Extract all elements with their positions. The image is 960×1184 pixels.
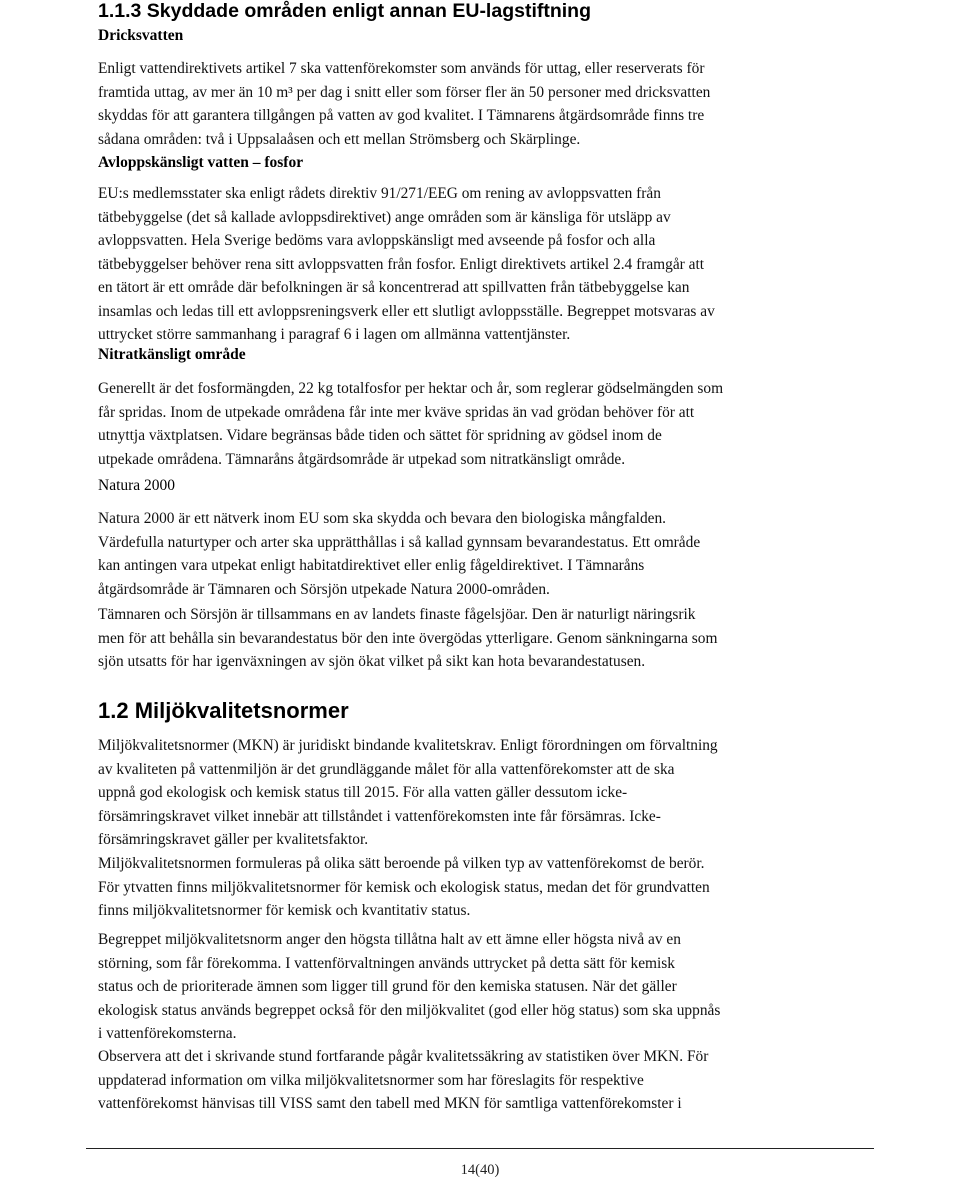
paragraph-mkn-3 [98,928,868,1046]
text-line: störning, som får förekomma. I vattenförvaltningen används uttrycket på detta sätt för kemisk [98,954,675,972]
text-line: avloppsvatten. Hela Sverige bedöms vara avloppskänsligt med avseende på fosfor och alla [98,232,656,249]
text-line: uttrycket större sammanhang i paragraf 6 i lagen om allmänna vattentjänster. [98,326,571,343]
text-line: ekologisk status används begreppet också för den miljökvalitet (god eller hög status) som ska uppnås [98,1001,721,1019]
text-line: Miljökvalitetsnormer (MKN) är juridiskt bindande kvalitetskrav. Enligt förordningen om förvaltning [98,737,718,754]
text-line: uppdaterad information om vilka miljökvalitetsnormer som har föreslagits för respektive [98,1071,644,1089]
text-line: Enligt vattendirektivets artikel 7 ska vattenförekomster som används för uttag, eller reserverats för [98,60,705,77]
text-line: Natura 2000 är ett nätverk inom EU som ska skydda och bevara den biologiska mångfalden. [98,510,667,527]
text-line: Observera att det i skrivande stund fortfarande pågår kvalitetssäkring av statistiken över MKN. För [98,1048,709,1065]
text-line: av kvaliteten på vattenmiljön är det grundläggande målet för alla vattenförekomster att de ska [98,760,675,778]
text-line: försämringskravet gäller per kvalitetsfaktor. [98,831,369,848]
text-line: framtida uttag, av mer än 10 m³ per dag i snitt eller som förser fler än 50 personer med dricksvatten [98,83,711,101]
text-line: Värdefulla naturtyper och arter ska upprätthållas i så kallad gynnsam bevarandestatus. Ett område [98,533,701,551]
paragraph-nitratkansligt [98,377,868,471]
text-line: skyddas för att garantera tillgången på vatten av god kvalitet. I Tämnarens åtgärdsområde finns tre [98,107,705,124]
text-line: status och de prioriterade ämnen som ligger till grund för den kemiska statusen. När det gäller [98,978,677,995]
text-line: finns miljökvalitetsnormer för kemisk och kvantitativ status. [98,902,471,919]
paragraph-natura-1 [98,507,868,601]
text-line: sådana områden: två i Uppsalaåsen och ett mellan Strömsberg och Skärplinge. [98,130,581,148]
subheading-avloppskansligt: Avloppskänsligt vatten – fosfor [98,154,304,171]
text-line: i vattenförekomsterna. [98,1025,237,1042]
subheading-nitratkansligt: Nitratkänsligt område [98,346,246,363]
paragraph-natura-2 [98,603,868,674]
text-line: försämringskravet vilket innebär att tillståndet i vattenförekomsten inte får försämras. Icke- [98,807,661,825]
text-line: Miljökvalitetsnormen formuleras på olika sätt beroende på vilken typ av vattenförekomst de berör. [98,855,705,872]
text-line: en tätort är ett område där befolkningen är så koncentrerad att spillvatten från tätbebyggelse kan [98,279,690,296]
text-line: Tämnaren och Sörsjön är tillsammans en av landets finaste fågelsjöar. Den är naturligt näringsrik [98,606,696,623]
paragraph-dricksvatten [98,57,868,151]
paragraph-mkn-2 [98,852,868,923]
text-line: Begreppet miljökvalitetsnorm anger den högsta tillåtna halt av ett ämne eller högsta nivå av en [98,931,681,948]
text-line: men för att behålla sin bevarandestatus bör den inte övergödas ytterligare. Genom sänkningarna som [98,629,718,647]
text-line: kan antingen vara utpekat enligt habitatdirektivet eller enlig fågeldirektivet. I Tämnaråns [98,557,645,574]
subheading-dricksvatten: Dricksvatten [98,27,184,44]
text-line: uppnå god ekologisk och kemisk status till 2015. För alla vatten gäller dessutom icke- [98,784,628,801]
footer-divider [86,1148,874,1149]
text-line: Generellt är det fosformängden, 22 kg totalfosfor per hektar och år, som reglerar gödselmängden som [98,380,724,397]
paragraph-avloppskansligt [98,182,868,347]
text-line: sjön utsatts för har igenväxningen av sjön ökat vilket på sikt kan hota bevarandestatusen. [98,653,646,670]
page-number: 14(40) [460,1162,500,1178]
text-line: åtgärdsområde är Tämnaren och Sörsjön utpekade Natura 2000-områden. [98,580,550,598]
text-line: För ytvatten finns miljökvalitetsnormer för kemisk och ekologisk status, medan det för grundvatten [98,878,710,896]
text-line: tätbebyggelser behöver rena sitt avloppsvatten från fosfor. Enligt direktivets artikel 2.4 framgår att [98,255,705,273]
text-line: utnyttja växtplatsen. Vidare begränsas både tiden och sättet för spridning av gödsel inom de [98,427,662,444]
paragraph-mkn-1 [98,734,868,852]
text-line: får spridas. Inom de utpekade områdena får inte mer kväve spridas än vad grödan behöver för att [98,403,695,421]
text-line: EU:s medlemsstater ska enligt rådets direktiv 91/271/EEG om rening av avloppsvatten från [98,185,661,202]
section-heading-1-1-3: 1.1.3 Skyddade områden enligt annan EU-lagstiftning [98,0,592,22]
section-heading-1-2: 1.2 Miljökvalitetsnormer [98,698,349,723]
paragraph-mkn-4 [98,1045,868,1116]
text-line: tätbebyggelse (det så kallade avloppsdirektivet) ange områden som är känsliga för utsläpp av [98,208,671,226]
text-line: insamlas och ledas till ett avloppsreningsverk eller ett slutligt avloppsställe. Begreppet motsvaras av [98,302,715,320]
text-line: vattenförekomst hänvisas till VISS samt den tabell med MKN för samtliga vattenförekomster i [98,1095,682,1112]
subheading-natura-2000: Natura 2000 [98,477,176,494]
text-line: utpekade områdena. Tämnaråns åtgärdsområde är utpekad som nitratkänsligt område. [98,450,626,468]
